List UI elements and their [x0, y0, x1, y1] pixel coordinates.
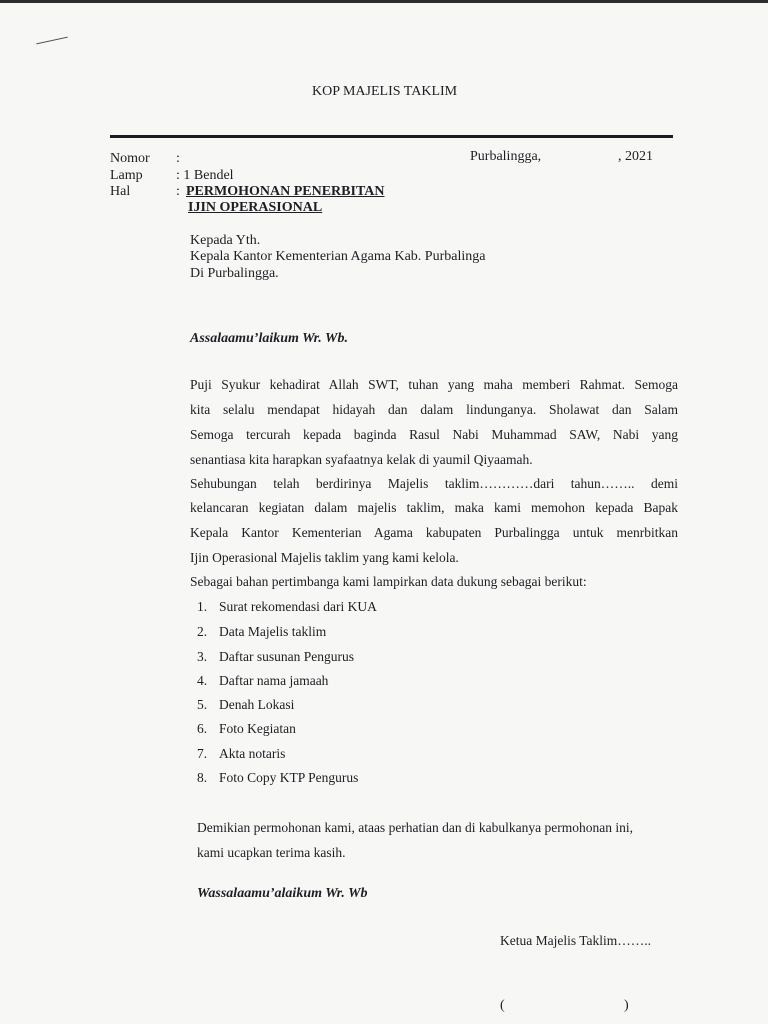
list-item-number: 8.: [197, 770, 208, 785]
recipient-line2: Kepala Kantor Kementerian Agama Kab. Purbalinga: [190, 249, 486, 264]
attachment-intro: Sebagai bahan pertimbanga kami lampirkan data dukung sebagai berikut:: [190, 574, 587, 589]
hal-label: Hal: [110, 184, 131, 199]
hal-subject-line2: IJIN OPERASIONAL: [188, 200, 323, 215]
nomor-colon: :: [176, 151, 180, 166]
signature-open-paren: (: [500, 998, 505, 1013]
pen-mark: [36, 37, 68, 45]
body-line: Kepala Kantor Kementerian Agama kabupaten Purbalingga untuk menrbitkan: [190, 525, 678, 540]
list-item: [197, 649, 354, 665]
recipient-line3: Di Purbalingga.: [190, 266, 279, 281]
lamp-value: : 1 Bendel: [176, 168, 234, 183]
nomor-label: Nomor: [110, 151, 150, 166]
list-item: [197, 599, 377, 615]
list-item: [197, 770, 358, 786]
recipient-line1: Kepada Yth.: [190, 233, 261, 248]
list-item-text: Daftar susunan Pengurus: [219, 649, 354, 664]
hal-subject-line1: PERMOHONAN PENERBITAN: [186, 184, 385, 199]
list-item-number: 7.: [197, 746, 208, 761]
list-item-number: 5.: [197, 697, 208, 712]
body-line: senantiasa kita harapkan syafaatnya kelak di yaumil Qiyaamah.: [190, 452, 533, 467]
list-item-number: 2.: [197, 624, 208, 639]
scan-top-edge: [0, 0, 768, 3]
body-line: Sehubungan telah berdirinya Majelis taklim…………dari tahun…….. demi: [190, 476, 678, 491]
letter-place: Purbalingga,: [470, 149, 542, 164]
body-line: Semoga tercurah kepada baginda Rasul Nabi Muhammad SAW, Nabi yang: [190, 427, 678, 442]
signature-close-paren: ): [624, 998, 629, 1013]
list-item-number: 4.: [197, 673, 208, 688]
valediction: Wassalaamu’alaikum Wr. Wb: [197, 886, 368, 901]
body-line: Puji Syukur kehadirat Allah SWT, tuhan yang maha memberi Rahmat. Semoga: [190, 377, 678, 392]
list-item-text: Akta notaris: [219, 746, 286, 761]
list-item-number: 3.: [197, 649, 208, 664]
list-item: [197, 697, 294, 713]
body-line: kelancaran kegiatan dalam majelis taklim, maka kami memohon kepada Bapak: [190, 500, 678, 515]
letterhead-rule: [110, 135, 673, 138]
list-item: [197, 624, 326, 640]
closing-line: kami ucapkan terima kasih.: [197, 845, 346, 860]
list-item-text: Denah Lokasi: [219, 697, 295, 712]
list-item-text: Foto Kegiatan: [219, 721, 296, 736]
list-item-text: Surat rekomendasi dari KUA: [219, 599, 377, 614]
closing-line: Demikian permohonan kami, ataas perhatian dan di kabulkanya permohonan ini,: [197, 820, 633, 835]
lamp-label: Lamp: [110, 168, 143, 183]
list-item-text: Data Majelis taklim: [219, 624, 327, 639]
hal-colon: :: [176, 184, 180, 199]
list-item-text: Daftar nama jamaah: [219, 673, 329, 688]
body-line: Ijin Operasional Majelis taklim yang kami kelola.: [190, 550, 459, 565]
list-item: [197, 673, 328, 689]
list-item-number: 1.: [197, 599, 208, 614]
list-item-number: 6.: [197, 721, 208, 736]
salutation: Assalaamu’laikum Wr. Wb.: [190, 331, 348, 346]
list-item: [197, 721, 296, 737]
list-item-text: Foto Copy KTP Pengurus: [219, 770, 359, 785]
body-line: kita selalu mendapat hidayah dan dalam lindunganya. Sholawat dan Salam: [190, 402, 678, 417]
letter-year: , 2021: [618, 149, 653, 164]
letterhead-title: KOP MAJELIS TAKLIM: [312, 84, 458, 99]
signature-title: Ketua Majelis Taklim……..: [500, 933, 652, 948]
list-item: [197, 746, 285, 762]
